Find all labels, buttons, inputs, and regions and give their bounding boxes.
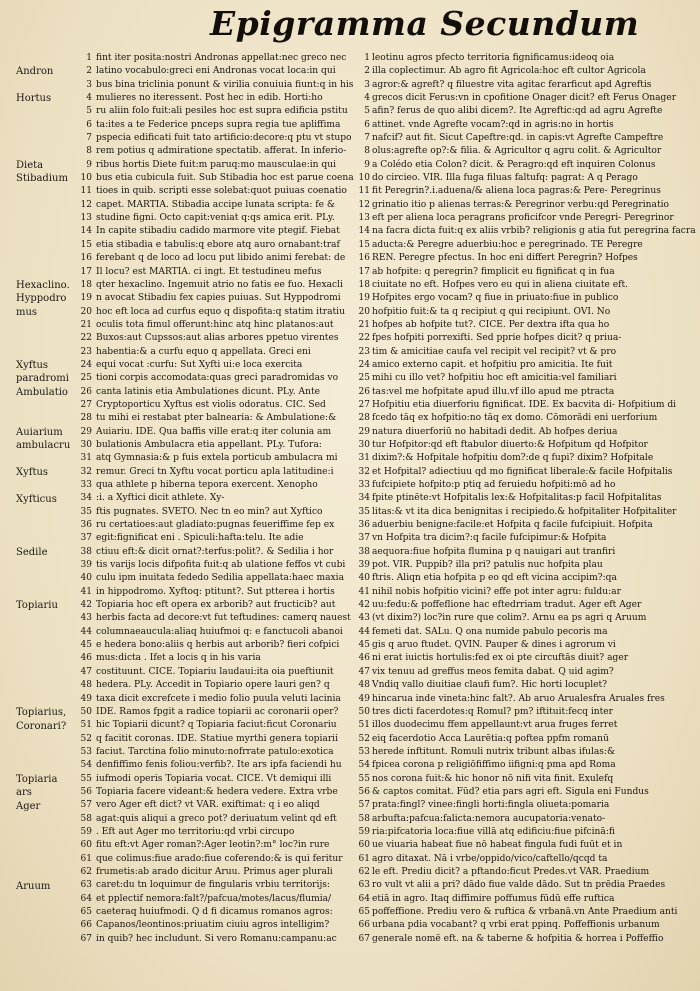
- left-line-number: 36: [80, 520, 92, 531]
- left-text-line: bus bina triclinia ponunt & virilia conuiuia fiunt:q in his: [96, 79, 354, 90]
- left-text-line: Cryptoporticu Xyftus est violis odoratus. CIC. Sed: [96, 399, 326, 410]
- left-line-number: 49: [80, 693, 92, 704]
- right-line-number: 49: [358, 693, 370, 704]
- right-text-line: fit Peregrin?.i.aduena/& aliena loca pagras:& Pere- Peregrinus: [372, 186, 661, 197]
- right-text-line: ab hofpite: q peregrin? fimplicit eu fignificat q in fua: [372, 266, 615, 277]
- margin-note: ambulacru: [16, 440, 71, 452]
- right-text-line: eft per aliena loca peragrans proficifcor vnde Peregri- Peregrinor: [372, 213, 674, 224]
- left-text-line: iufmodi operis Topiaria vocat. CICE. Vt demiqui illi: [96, 773, 332, 784]
- left-text-line: caeteraq huiufmodi. Q d fi dicamus romanos agros:: [96, 907, 333, 917]
- left-line-number: 13: [80, 213, 92, 224]
- right-line-number: 8: [364, 146, 370, 157]
- left-line-number: 45: [80, 640, 92, 651]
- right-line-number: 34: [358, 493, 370, 504]
- left-text-line: Buxos:aut Cupssos:aut alias arbores ppetuo virentes: [96, 333, 339, 344]
- left-text-line: capet. MARTIA. Stibadia accipe lunata scripta: fe &: [96, 199, 336, 210]
- right-line-number: 15: [358, 239, 370, 250]
- left-text-line: fitu eft:vt Ager roman?:Ager leotin?:m° loc?in rure: [96, 840, 330, 851]
- left-line-number: 39: [80, 560, 92, 571]
- margin-note: Ager: [16, 800, 41, 812]
- left-text-line: pspecia edificati fuit tato artificio:decore:q ptu vt stupo: [96, 133, 352, 144]
- left-text-line: in quib? hec includunt. Si vero Romanu:campanu:ac: [96, 933, 337, 944]
- right-text-line: uu:fedu:& poffeflione hac eftedrriam tradut. Ager eft Ager: [372, 600, 642, 611]
- right-text-line: poffeffione. Prediu vero & ruftica & vrbanā.vn Ante Praedium anti: [372, 907, 678, 917]
- left-line-number: 22: [80, 333, 92, 344]
- left-line-number: 15: [80, 239, 92, 250]
- right-line-number: 11: [358, 186, 370, 197]
- left-line-number: 58: [80, 813, 92, 824]
- right-text-line: & captos comitat. Fūd? etia pars agri eft. Sigula eni Fundus: [372, 786, 649, 797]
- right-line-number: 25: [358, 373, 370, 384]
- left-line-number: 53: [80, 746, 92, 757]
- left-line-number: 65: [80, 907, 92, 917]
- margin-note: Andron: [16, 66, 54, 78]
- left-line-number: 51: [80, 720, 92, 731]
- left-line-number: 42: [80, 600, 92, 611]
- left-line-number: 25: [80, 373, 92, 384]
- left-text-line: columnaeaucula:aliaq huiufmoi q: e fanctucoli abanoi: [96, 626, 343, 637]
- right-text-line: Vndiq vallo diuitiae claufi fum?. Hic horti locuplet?: [372, 680, 608, 691]
- right-line-number: 42: [358, 600, 370, 611]
- right-text-line: aducta:& Peregre aduerbiu:hoc e peregrinado. TE Peregre: [372, 239, 643, 250]
- right-line-number: 5: [364, 106, 370, 117]
- right-text-line: etiā in agro. Itaq diffimire poffumus fūdū effe ruftica: [372, 893, 615, 904]
- left-text-line: bulationis Ambulacra etia appellant. PLy. Tufora:: [96, 439, 322, 450]
- right-line-number: 1: [364, 53, 370, 63]
- left-text-line: costituunt. CICE. Topiariu laudaui:ita oia pueftiunit: [96, 666, 334, 677]
- right-line-number: 47: [358, 666, 370, 677]
- left-line-numbers: [72, 52, 92, 946]
- right-text-line: leotinu agros pfecto territoria fignificamus:ideoq oia: [372, 53, 615, 63]
- right-line-number: 41: [358, 586, 370, 597]
- left-line-number: 28: [80, 413, 92, 424]
- right-text-line: pot. VIR. Puppib? illa pri? patulis nuc hofpita plau: [372, 560, 603, 571]
- left-line-number: 56: [80, 786, 92, 797]
- right-text-line: tur Hofpitor:qd eft ftabulor diuerto:& Hofpitum qd Hofpitor: [372, 439, 648, 450]
- right-line-number: 33: [358, 480, 370, 490]
- left-text-line: taxa dicit excrefcete i medio folio puula veluti lacinia: [96, 693, 341, 704]
- right-text-line: ni erat iuictis hortulis:fed ex oi pte circuftās diuit? ager: [372, 653, 629, 664]
- left-line-number: 32: [80, 466, 92, 477]
- margin-note: Auiarium: [16, 426, 63, 438]
- margin-note: Xyftus: [16, 466, 49, 478]
- right-line-number: 60: [358, 840, 370, 851]
- right-text-line: dixim?:& Hofpitale hofpitiu dom?:de q fupi? dixim? Hofpitale: [372, 453, 654, 464]
- left-text-line: Auiariu. IDE. Qua baffis ville erat:q iter colunia am: [96, 426, 332, 437]
- right-text-line: illos duodecimu ffem appellaunt:vt arua fruges ferret: [372, 720, 618, 731]
- right-text-line: tim & amicitiae caufa vel recipit vel recipit? vt & pro: [372, 346, 617, 357]
- right-line-number: 29: [358, 426, 370, 437]
- right-text-line: nafcif? aut fit. Sicut Capeftre:qd. in capis:vt Agrefte Campeftre: [372, 133, 664, 144]
- left-line-number: 64: [80, 893, 92, 904]
- left-line-number: 66: [80, 920, 92, 931]
- right-line-number: 36: [358, 520, 370, 531]
- left-text-line: qter hexaclino. Ingemuit atrio no fatis ee fuo. Hexacli: [96, 279, 343, 290]
- left-line-number: 19: [80, 293, 92, 304]
- right-text-line: ftris. Aliqn etia hofpita p eo qd eft vicina accipim?:qa: [372, 573, 617, 584]
- right-text-line: do circieo. VIR. Illa fuga filuas faltufq: pagrat: A q Perago: [372, 173, 638, 184]
- left-text-line: canta latinis etia Ambulationes dicunt. PLy. Ante: [96, 386, 320, 397]
- left-text-line: hoc eft loca ad curfus equo q dispofita:q statim itratiu: [96, 306, 345, 317]
- right-text-line: le eft. Prediu dicit? a pftando:ficut Predes.vt VAR. Praedium: [372, 866, 650, 877]
- right-line-number: 52: [358, 733, 370, 744]
- right-line-number: 23: [358, 346, 370, 357]
- right-text-line: arbufta:pafcua:falicta:nemora aucupatoria:venato-: [372, 813, 606, 824]
- right-line-number: 56: [358, 786, 370, 797]
- right-text-line: (vt dixim?) loc?in rure que colim?. Arnu ea ps agri q Aruum: [372, 613, 647, 624]
- right-text-line: afin? ferus de quo alibi dicem?. Ite Agreftic:qd ad agru Agrefte: [372, 106, 663, 117]
- right-line-number: 6: [364, 119, 370, 130]
- left-text-line: . Eft aut Ager mo territoriu:qd vrbi circupo: [96, 826, 295, 837]
- left-text-line: studine figni. Octo capit:veniat q:qs amica erit. PLy.: [96, 213, 335, 224]
- right-line-number: 19: [358, 293, 370, 304]
- right-text-line: attinet. vnde Agrefte vocam?:qd in agris:no in hortis: [372, 119, 614, 130]
- right-text-line: Hofpitiu etia diuerforiu fignificat. IDE. Ex bacvita di- Hofpitium di: [372, 399, 677, 410]
- left-text-line: tioes in quib. scripti esse solebat:quot puiuas coenatio: [96, 186, 347, 197]
- left-line-number: 18: [80, 279, 92, 290]
- margin-note: Sedile: [16, 546, 48, 558]
- left-line-number: 4: [86, 93, 92, 104]
- left-text-line: Topiaria hoc eft opera ex arborib? aut fructicib? aut: [96, 600, 336, 611]
- right-line-number: 24: [358, 359, 370, 370]
- right-line-number: 21: [358, 319, 370, 330]
- right-line-number: 32: [358, 466, 370, 477]
- left-text-line: remur. Greci tn Xyftu vocat porticu apla latitudine:i: [96, 466, 334, 477]
- right-line-number: 43: [358, 613, 370, 624]
- right-text-column: [372, 52, 696, 952]
- right-text-line: natura diuerforiū no habitadi dedit. Ab hofpes deriua: [372, 426, 618, 437]
- right-text-line: fpes hofpiti porrexifti. Sed pprie hofpes dicit? q priua-: [372, 333, 622, 344]
- left-text-line: In capite stibadiu cadido marmore vite ptegif. Fiebat: [96, 226, 340, 237]
- left-line-number: 35: [80, 506, 92, 517]
- left-text-line: ferebant q de loco ad locu put libido animi ferebat: de: [96, 253, 346, 264]
- left-text-line: fint iter posita:nostri Andronas appellat:nec greco nec: [96, 53, 347, 63]
- left-text-line: tu mihi ei restabat pter balnearia: & Ambulatione:&: [96, 413, 337, 424]
- right-text-line: illa coplectimur. Ab agro fit Agricola:hoc eft cultor Agricola: [372, 66, 646, 77]
- left-line-number: 21: [80, 319, 92, 330]
- right-line-numbers: [352, 52, 370, 946]
- right-line-number: 48: [358, 680, 370, 691]
- right-text-line: REN. Peregre pfectus. In hoc eni differt Peregrin? Hofpes: [372, 253, 638, 264]
- right-text-line: tres dicti facerdotes:q Romul? pm? iftituit:fecq inter: [372, 706, 613, 717]
- right-text-line: litas:& vt ita dica benignitas i recipiedo.& hofpitaliter Hofpitaliter: [372, 506, 677, 517]
- left-line-number: 43: [80, 613, 92, 624]
- left-text-line: agat:quis aliqui a greco pot? deriuatum velint qd eft: [96, 813, 337, 824]
- right-line-number: 51: [358, 720, 370, 731]
- left-text-line: mulieres no iteressent. Post hec in edib. Horti:ho: [96, 93, 323, 104]
- margin-note: Topiaria: [16, 773, 58, 785]
- left-line-number: 31: [80, 453, 92, 464]
- right-line-number: 27: [358, 399, 370, 410]
- right-line-number: 44: [358, 626, 370, 637]
- right-line-number: 12: [358, 199, 370, 210]
- right-text-line: urbana pdia vocabant? q vrbi erat ppinq. Poffeffionis urbanum: [372, 920, 660, 931]
- right-line-number: 35: [358, 506, 370, 517]
- right-text-line: ria:pifcatoria loca:fiue villā atq edificiu:fiue pifcinā:fi: [372, 826, 615, 837]
- right-line-number: 14: [358, 226, 370, 237]
- left-text-line: ru certatioes:aut gladiato:pugnas feueriffime fep ex: [96, 520, 335, 531]
- left-line-number: 41: [80, 586, 92, 597]
- right-text-line: grinatio itio p alienas terras:& Peregrinor verbu:qd Peregrinatio: [372, 199, 669, 210]
- right-text-line: prata:fingl? vinee:fingli horti:fingla oliueta:pomaria: [372, 800, 610, 811]
- left-line-number: 10: [80, 173, 92, 184]
- margin-note: Ambulatio: [16, 386, 68, 398]
- right-text-line: ro vult vt alii a pri? dādo fiue valde dādo. Sut tn prēdia Praedes: [372, 880, 666, 891]
- right-line-number: 28: [358, 413, 370, 424]
- left-text-line: etia stibadia e tabulis:q ebore atq auro ornabant:traf: [96, 239, 340, 250]
- left-line-number: 37: [80, 533, 92, 544]
- left-line-number: 6: [86, 119, 92, 130]
- left-text-line: equi vocat :curfu: Sut Xyfti ui:e loca exercita: [96, 359, 303, 370]
- right-text-line: agro ditaxat. Nā i vrbe/oppido/vico/caftello/qcqd ta: [372, 853, 608, 864]
- right-text-line: fcedo tāq ex hofpitio:no tāq ex domo. Cōmorādi eni uerforium: [372, 413, 658, 424]
- left-line-number: 26: [80, 386, 92, 397]
- left-text-line: in hippodromo. Xyftoq: ptitunt?. Sut ptterea i hortis: [96, 586, 335, 597]
- margin-note: Topiariu: [16, 600, 58, 612]
- right-text-line: hofpes ab hofpite tut?. CICE. Per dextra ifta qua ho: [372, 319, 610, 330]
- left-line-number: 7: [86, 133, 92, 144]
- left-text-line: mus:dicta . Ifet a locis q in his varia: [96, 653, 261, 664]
- right-text-line: mihi cu illo vet? hofpitiu hoc eft amicitia:vel familiari: [372, 373, 617, 384]
- left-text-line: caret:du tn loquimur de fingularis vrbiu territorijs:: [96, 880, 330, 891]
- right-line-number: 31: [358, 453, 370, 464]
- left-line-number: 52: [80, 733, 92, 744]
- margin-note: Coronari?: [16, 720, 67, 732]
- right-text-line: olus:agrefte op?:& filia. & Agricultor q agru colit. & Agricultor: [372, 146, 662, 157]
- left-line-number: 27: [80, 399, 92, 410]
- left-line-number: 67: [80, 933, 92, 944]
- left-text-line: :i. a Xyftici dicit athlete. Xy-: [96, 493, 225, 504]
- left-text-line: atq Gymnasia:& p fuis extela porticub ambulacra mi: [96, 453, 338, 464]
- left-line-number: 40: [80, 573, 92, 584]
- right-line-number: 26: [358, 386, 370, 397]
- left-line-number: 61: [80, 853, 92, 864]
- left-line-number: 59: [80, 826, 92, 837]
- left-line-number: 34: [80, 493, 92, 504]
- margin-note: Xyfticus: [16, 493, 57, 505]
- left-text-line: habentia:& a curfu equo q appellata. Greci eni: [96, 346, 311, 357]
- left-text-line: frumetis:ab arado dicitur Aruu. Primus ager plurali: [96, 866, 333, 877]
- right-text-line: ue viuaria habeat fiue nō habeat fingula fudi fuūt et in: [372, 840, 623, 851]
- right-text-line: Hofpites ergo vocam? q fiue in priuato:fiue in publico: [372, 293, 619, 304]
- left-line-number: 1: [86, 53, 92, 63]
- left-text-column: [96, 52, 354, 952]
- right-text-line: et Hofpital? adiectiuu qd mo fignificat liberale:& facile Hofpitalis: [372, 466, 673, 477]
- left-text-line: latino vocabulo:greci eni Andronas vocat loca:in qui: [96, 66, 336, 77]
- right-text-line: vn Hofpita tra dicim?:q facile fufcipimur:& Hofpita: [372, 533, 607, 544]
- right-line-number: 17: [358, 266, 370, 277]
- right-line-number: 7: [364, 133, 370, 144]
- left-text-line: que colimus:fiue arado:fiue coferendo:& is qui feritur: [96, 853, 343, 864]
- left-text-line: ta:ites a te Federice pnceps supra regia tue apliffima: [96, 119, 341, 130]
- margin-note: Hexaclino.: [16, 279, 70, 291]
- right-line-number: 2: [364, 66, 370, 77]
- right-line-number: 64: [358, 893, 370, 904]
- right-text-line: ciuitate no eft. Hofpes vero eu qui in aliena ciuitate eft.: [372, 279, 629, 290]
- right-line-number: 55: [358, 773, 370, 784]
- left-line-number: 29: [80, 426, 92, 437]
- right-line-number: 53: [358, 746, 370, 757]
- left-line-number: 47: [80, 666, 92, 677]
- right-line-number: 59: [358, 826, 370, 837]
- right-line-number: 46: [358, 653, 370, 664]
- left-line-number: 14: [80, 226, 92, 237]
- right-line-number: 62: [358, 866, 370, 877]
- left-text-line: tis varijs locis difpofita fuit:q ab ulatione feffos vt cubi: [96, 560, 346, 571]
- right-text-line: nos corona fuit:& hic honor nō nifi vita finit. Exulefq: [372, 773, 614, 784]
- margin-note: Hortus: [16, 93, 52, 105]
- right-line-number: 16: [358, 253, 370, 264]
- margin-note: Dieta: [16, 159, 44, 171]
- left-text-line: hedera. PLy. Accedit in Topiario opere lauri gen? q: [96, 680, 330, 691]
- left-text-line: faciut. Tarctina folio minuto:nofrrate patulo:exotica: [96, 746, 334, 757]
- left-line-number: 3: [86, 79, 92, 90]
- margin-note: Stibadium: [16, 173, 68, 185]
- left-line-number: 24: [80, 359, 92, 370]
- left-line-number: 16: [80, 253, 92, 264]
- right-text-line: nihil nobis hofpitio vicini? effe pot inter agru: fuldu:ar: [372, 586, 621, 597]
- right-line-number: 67: [358, 933, 370, 944]
- left-text-line: ribus hortis Diete fuit:m paruq:mo mausculae:in qui: [96, 159, 337, 170]
- left-text-line: culu ipm inuitata fededo Sedilia appellata:haec maxia: [96, 573, 345, 584]
- right-text-line: fpite ptinēte:vt Hofpitalis lex:& Hofpitalitas:p facil Hofpitalitas: [372, 493, 662, 504]
- left-line-number: 48: [80, 680, 92, 691]
- left-text-line: e hedera bono:aliis q herbis aut arborib? fieri cofpici: [96, 640, 340, 651]
- left-line-number: 62: [80, 866, 92, 877]
- right-text-line: hofpitio fuit:& ta q recipiut q qui recipiunt. OVI. No: [372, 306, 611, 317]
- right-line-number: 66: [358, 920, 370, 931]
- right-text-line: amico externo capit. et hofpitiu pro amicitia. Ite fuit: [372, 359, 613, 370]
- right-text-line: grecos dicit Ferus:vn in cpofitione Onager dicit? eft Ferus Onager: [372, 93, 677, 104]
- right-line-number: 20: [358, 306, 370, 317]
- right-line-number: 54: [358, 760, 370, 771]
- right-line-number: 57: [358, 800, 370, 811]
- left-text-line: herbis facta ad decore:vt fut teftudines: camerq nauest: [96, 613, 351, 624]
- right-text-line: tas:vel me hofpitate apud illu.vf illo apud me ptracta: [372, 386, 615, 397]
- right-line-number: 37: [358, 533, 370, 544]
- left-text-line: oculis tota fimul offerunt:hinc atq hinc platanos:aut: [96, 319, 334, 330]
- margin-note: Hyppodro: [16, 293, 67, 305]
- right-text-line: fufcipiete hofpito:p ptiq ad feruiedu hofpiti:mō ad ho: [372, 480, 616, 490]
- right-text-line: hincarua inde vineta:hinc falt?. Ab aruo Arualesfra Aruales fres: [372, 693, 665, 704]
- left-text-line: ftis pugnates. SVETO. Nec tn eo min? aut Xyftico: [96, 506, 323, 517]
- left-text-line: egit:fignificat eni . Spiculi:hafta:telu. Ite adie: [96, 533, 304, 544]
- right-text-line: gis q aruo ftudet. QVIN. Pauper & dines i agrorum vi: [372, 640, 616, 651]
- margin-note: ars: [16, 787, 32, 799]
- left-text-line: IDE. Ramos fpgit a radice topiarii ac coronarii oper?: [96, 706, 339, 717]
- left-text-line: n avocat Stibadiu fex capies puiuas. Sut Hyppodromi: [96, 293, 341, 304]
- right-text-line: aequora:fiue hofpita flumina p q nauigari aut tranfiri: [372, 546, 616, 557]
- left-line-number: 46: [80, 653, 92, 664]
- left-text-line: bus etia cubicula fuit. Sub Stibadia hoc est parue coena: [96, 173, 354, 184]
- right-line-number: 38: [358, 546, 370, 557]
- left-line-number: 38: [80, 546, 92, 557]
- right-line-number: 50: [358, 706, 370, 717]
- left-text-line: ctiuu eft:& dicit ornat?:terfus:polit?. & Sedilia i hor: [96, 546, 334, 557]
- right-line-number: 65: [358, 907, 370, 917]
- left-text-line: q facitit coronas. IDE. Statiue myrthi genera topiarii: [96, 733, 338, 744]
- left-line-number: 11: [80, 186, 92, 197]
- right-text-line: eiq facerdotio Acca Laurētia:q poftea ppfm romanū: [372, 733, 609, 744]
- left-text-line: hic Topiarii dicunt? q Topiaria faciut:ficut Coronariu: [96, 720, 337, 731]
- margin-note: Aruum: [16, 880, 51, 892]
- right-line-number: 30: [358, 439, 370, 450]
- left-text-line: Il locu? est MARTIA. ci ingt. Et testudineu mefus: [96, 266, 322, 277]
- right-line-number: 10: [358, 173, 370, 184]
- left-line-number: 9: [86, 159, 92, 170]
- right-line-number: 3: [364, 79, 370, 90]
- right-line-number: 4: [364, 93, 370, 104]
- left-line-number: 44: [80, 626, 92, 637]
- page-title: Epigramma Secundum: [210, 4, 640, 43]
- left-text-line: vero Ager eft dict? vt VAR. exiftimat: q i eo aliqd: [96, 800, 320, 811]
- left-line-number: 30: [80, 439, 92, 450]
- right-text-line: aduerbiu benigne:facile:et Hofpita q facile fufcipiuit. Hofpita: [372, 520, 653, 531]
- right-line-number: 45: [358, 640, 370, 651]
- left-line-number: 23: [80, 346, 92, 357]
- margin-note: Xyftus: [16, 360, 49, 372]
- right-text-line: vix tenuu ad greffus meos femita dabat. Q uid agim?: [372, 666, 614, 677]
- left-line-number: 8: [86, 146, 92, 157]
- right-line-number: 40: [358, 573, 370, 584]
- right-line-number: 22: [358, 333, 370, 344]
- margin-note: mus: [16, 306, 38, 318]
- left-text-line: rem potius q admiratione spectatib. afferat. In inferio-: [96, 146, 347, 157]
- left-line-number: 50: [80, 706, 92, 717]
- left-text-line: et pplectif nemora:falt?/pafcua/motes/lacus/flumia/: [96, 893, 332, 904]
- right-text-line: agror:& agreft? q filuestre vita agitac ferarficut apd Agreftis: [372, 79, 652, 90]
- right-text-line: generale nomē eft. na & taberne & hofpitia & horrea i Poffeffio: [372, 933, 664, 944]
- left-text-line: Capanos/leontinos:priuatim ciuiu agros intelligim?: [96, 920, 330, 931]
- right-line-number: 61: [358, 853, 370, 864]
- left-line-number: 54: [80, 760, 92, 771]
- left-line-number: 60: [80, 840, 92, 851]
- right-line-number: 58: [358, 813, 370, 824]
- left-line-number: 63: [80, 880, 92, 891]
- left-text-line: denfiffimo fenis foliou:verfib?. Ite ars ipfa faciendi hu: [96, 760, 342, 771]
- right-line-number: 13: [358, 213, 370, 224]
- left-line-number: 5: [86, 106, 92, 117]
- right-line-number: 18: [358, 279, 370, 290]
- right-text-line: na facra dicta fuit:q ex aliis vrbib? religionis g atia fut peregrina facra: [372, 226, 696, 237]
- left-line-number: 2: [86, 66, 92, 77]
- right-line-number: 39: [358, 560, 370, 571]
- left-text-line: ru aliin folo fuit:ali pesiles hoc est supra edificia pstitu: [96, 106, 348, 117]
- left-text-line: qua athlete p hiberna tepora exercent. Xenopho: [96, 480, 318, 490]
- right-line-number: 63: [358, 880, 370, 891]
- right-text-line: herede inftitunt. Romuli nutrix tribunt albas ifulas:&: [372, 746, 616, 757]
- left-line-number: 33: [80, 480, 92, 490]
- right-text-line: femeti dat. SALu. Q ona numide pabulo pecoris ma: [372, 626, 608, 637]
- margin-note: paradromi: [16, 373, 69, 385]
- right-text-line: fpicea corona p religiōfiffimo iifigni:q pma apd Roma: [372, 760, 616, 771]
- left-line-number: 57: [80, 800, 92, 811]
- left-line-number: 12: [80, 199, 92, 210]
- right-text-line: a Colédo etia Colon? dicit. & Peragro:qd eft inquiren Colonus: [372, 159, 656, 170]
- margin-note: Topiarius,: [16, 707, 67, 719]
- left-text-line: tioni corpis accomodata:quas greci paradromidas vo: [96, 373, 339, 384]
- left-text-line: Topiaria facere videant:& hedera vedere. Extra vrbe: [96, 786, 338, 797]
- left-line-number: 55: [80, 773, 92, 784]
- left-line-number: 20: [80, 306, 92, 317]
- right-line-number: 9: [364, 159, 370, 170]
- left-line-number: 17: [80, 266, 92, 277]
